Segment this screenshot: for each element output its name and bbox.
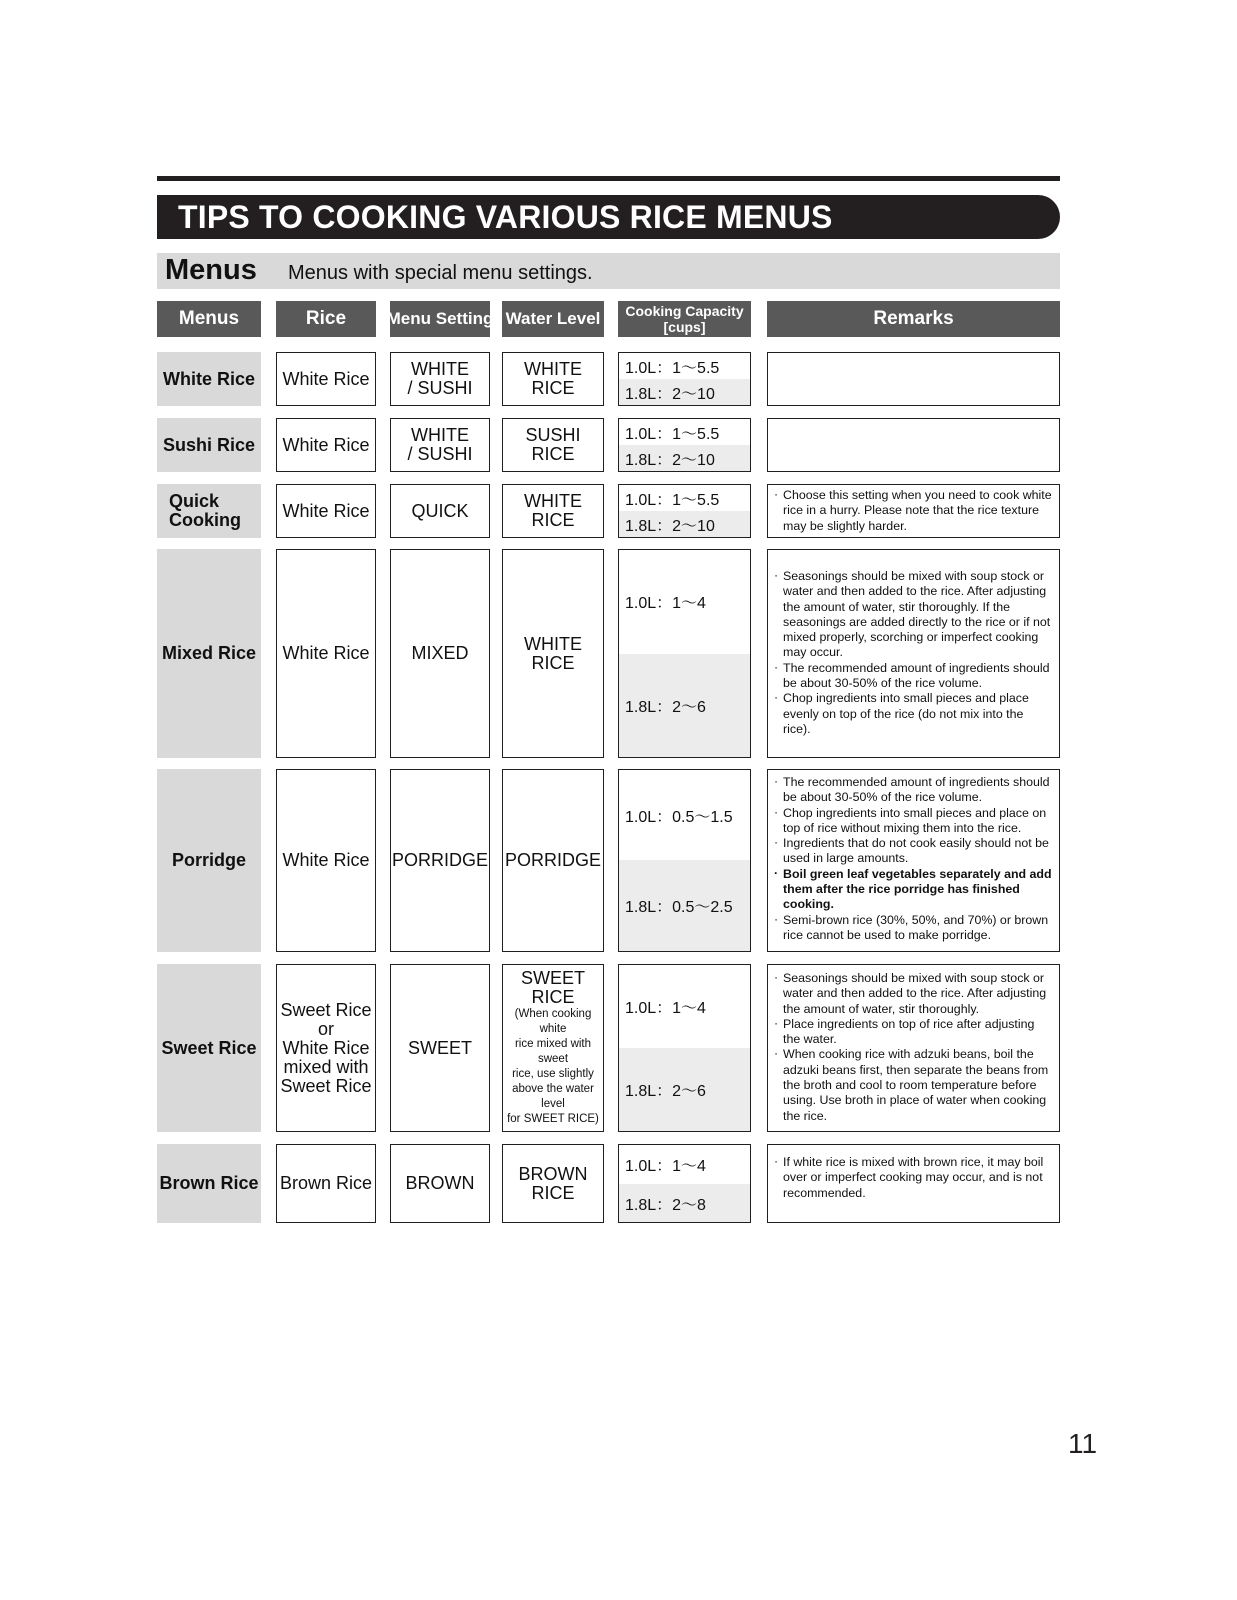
setting-cell: WHITE / SUSHI <box>390 418 490 472</box>
section-description: Menus with special menu settings. <box>288 262 593 284</box>
remarks-cell <box>767 352 1060 406</box>
remark-item: · Boil green leaf vegetables separately and add them after the rice porridge has finished cooking. <box>774 867 1053 913</box>
setting-cell: BROWN <box>390 1144 490 1223</box>
rice-line: White Rice <box>282 1037 370 1058</box>
water-note-line: above the water level <box>512 1083 594 1110</box>
capacity-1-0l: 1.0L：1～5.5 <box>625 425 720 443</box>
setting-cell: PORRIDGE <box>390 769 490 952</box>
section-heading: Menus <box>165 254 257 286</box>
setting-cell: QUICK <box>390 484 490 538</box>
menu-cell-quick-cooking: Quick Cooking <box>157 484 261 538</box>
setting-cell: MIXED <box>390 549 490 758</box>
water-cell: WHITE RICE <box>502 549 604 758</box>
rice-cell: White Rice <box>276 418 376 472</box>
remarks-list <box>774 488 1053 534</box>
menu-cell-sweet-rice: Sweet Rice <box>157 964 261 1132</box>
water-cell: WHITE RICE <box>502 352 604 406</box>
capacity-1-8l: 1.8L：2～10 <box>619 511 750 537</box>
page-title: TIPS TO COOKING VARIOUS RICE MENUS <box>178 199 833 235</box>
rice-cell: White Rice <box>276 484 376 538</box>
water-note-line: rice, use slightly <box>512 1068 594 1080</box>
header-water-level: Water Level <box>502 301 604 337</box>
remark-item: · Seasonings should be mixed with soup stock or water and then added to the rice. After adjusting the amount of water, stir thoroughly. If the seasonings are added directly to the rice or if not mixed properly, scorching or imperfect cooking may occur. <box>774 569 1053 661</box>
remarks-cell <box>767 549 1060 758</box>
header-menu-setting: Menu Setting <box>390 301 490 337</box>
capacity-cell <box>618 1144 751 1223</box>
rice-cell: Brown Rice <box>276 1144 376 1223</box>
water-cell: SUSHI RICE <box>502 418 604 472</box>
capacity-cell <box>618 352 751 406</box>
remark-item: · Place ingredients on top of rice after adjusting the water. <box>774 1017 1053 1048</box>
rice-cell: White Rice <box>276 549 376 758</box>
header-cooking-capacity <box>618 301 751 337</box>
section-bar <box>157 253 1060 289</box>
rice-cell: White Rice <box>276 352 376 406</box>
capacity-cell <box>618 964 751 1132</box>
setting-cell: SWEET <box>390 964 490 1132</box>
remarks-cell <box>767 769 1060 952</box>
remark-item: · Choose this setting when you need to cook white rice in a hurry. Please note that the rice texture may be slightly harder. <box>774 488 1053 534</box>
menu-cell-porridge: Porridge <box>157 769 261 952</box>
remarks-cell <box>767 418 1060 472</box>
capacity-1-0l: 1.0L：1～4 <box>625 1158 706 1175</box>
remarks-cell <box>767 1144 1060 1223</box>
menu-cell-sushi-rice: Sushi Rice <box>157 418 261 472</box>
capacity-cell <box>618 769 751 952</box>
rice-cell <box>276 964 376 1132</box>
capacity-cell <box>618 549 751 758</box>
header-rice: Rice <box>276 301 376 337</box>
remark-item: · Seasonings should be mixed with soup stock or water and then added to the rice. After adjusting the amount of water, stir thoroughly. <box>774 971 1053 1017</box>
capacity-1-8l: 1.8L：2～10 <box>619 379 750 405</box>
remark-item: · Chop ingredients into small pieces and place evenly on top of the rice (do not mix into the rice). <box>774 691 1053 737</box>
remark-item: · If white rice is mixed with brown rice, it may boil over or imperfect cooking may occur, and is not recommended. <box>774 1155 1053 1201</box>
header-capacity-line1: Cooking Capacity <box>625 303 744 319</box>
water-note-line: (When cooking white <box>514 1008 592 1035</box>
capacity-1-8l: 1.8L：2～10 <box>619 445 750 471</box>
remarks-cell <box>767 964 1060 1132</box>
capacity-1-8l: 1.8L：2～6 <box>619 1048 750 1131</box>
header-menus: Menus <box>157 301 261 337</box>
page-number: 11 <box>1068 1428 1098 1459</box>
remark-item: · The recommended amount of ingredients should be about 30-50% of the rice volume. <box>774 775 1053 806</box>
rice-line: or <box>317 1018 334 1039</box>
remark-item: · Chop ingredients into small pieces and place on top of rice without mixing them into the rice. <box>774 806 1053 837</box>
capacity-1-0l: 1.0L：1～5.5 <box>625 491 720 509</box>
header-remarks: Remarks <box>767 301 1060 337</box>
rice-line: Sweet Rice <box>280 1075 372 1096</box>
remarks-list <box>774 1155 1053 1201</box>
capacity-cell <box>618 418 751 472</box>
rice-cell: White Rice <box>276 769 376 952</box>
capacity-1-8l: 1.8L：0.5～2.5 <box>619 860 750 951</box>
water-cell: WHITE RICE <box>502 484 604 538</box>
menu-cell-brown-rice: Brown Rice <box>157 1144 261 1223</box>
remarks-list <box>774 569 1053 737</box>
title-banner <box>157 195 1060 239</box>
header-capacity-line2: [cups] <box>663 319 706 335</box>
remark-item: · When cooking rice with adzuki beans, boil the adzuki beans first, then separate the beans from the broth and cool to room temperature before using. Use broth in place of water when cooking the rice. <box>774 1047 1053 1123</box>
remarks-cell <box>767 484 1060 538</box>
remarks-list <box>774 971 1053 1124</box>
water-note-line: rice mixed with sweet <box>514 1038 592 1065</box>
water-cell: BROWN RICE <box>502 1144 604 1223</box>
remark-item: · The recommended amount of ingredients should be about 30-50% of the rice volume. <box>774 661 1053 692</box>
capacity-1-8l: 1.8L：2～8 <box>619 1184 750 1222</box>
water-note-line: for SWEET RICE) <box>507 1113 599 1125</box>
setting-cell: WHITE / SUSHI <box>390 352 490 406</box>
remark-item: · Semi-brown rice (30%, 50%, and 70%) or brown rice cannot be used to make porridge. <box>774 913 1053 944</box>
capacity-cell <box>618 484 751 538</box>
capacity-1-0l: 1.0L：1～4 <box>625 1000 706 1017</box>
remark-item: · Ingredients that do not cook easily should not be used in large amounts. <box>774 836 1053 867</box>
capacity-1-0l: 1.0L：0.5～1.5 <box>625 809 733 826</box>
top-rule <box>157 176 1060 181</box>
rice-line: mixed with <box>283 1056 369 1077</box>
water-cell <box>502 964 604 1132</box>
water-level-label: SWEET RICE <box>520 968 585 1007</box>
remarks-list <box>774 775 1053 943</box>
capacity-1-0l: 1.0L：1～4 <box>625 595 706 612</box>
rice-line: Sweet Rice <box>280 999 372 1020</box>
menu-cell-mixed-rice: Mixed Rice <box>157 549 261 758</box>
water-cell: PORRIDGE <box>502 769 604 952</box>
menu-cell-white-rice: White Rice <box>157 352 261 406</box>
capacity-1-0l: 1.0L：1～5.5 <box>625 359 720 377</box>
capacity-1-8l: 1.8L：2～6 <box>619 654 750 757</box>
